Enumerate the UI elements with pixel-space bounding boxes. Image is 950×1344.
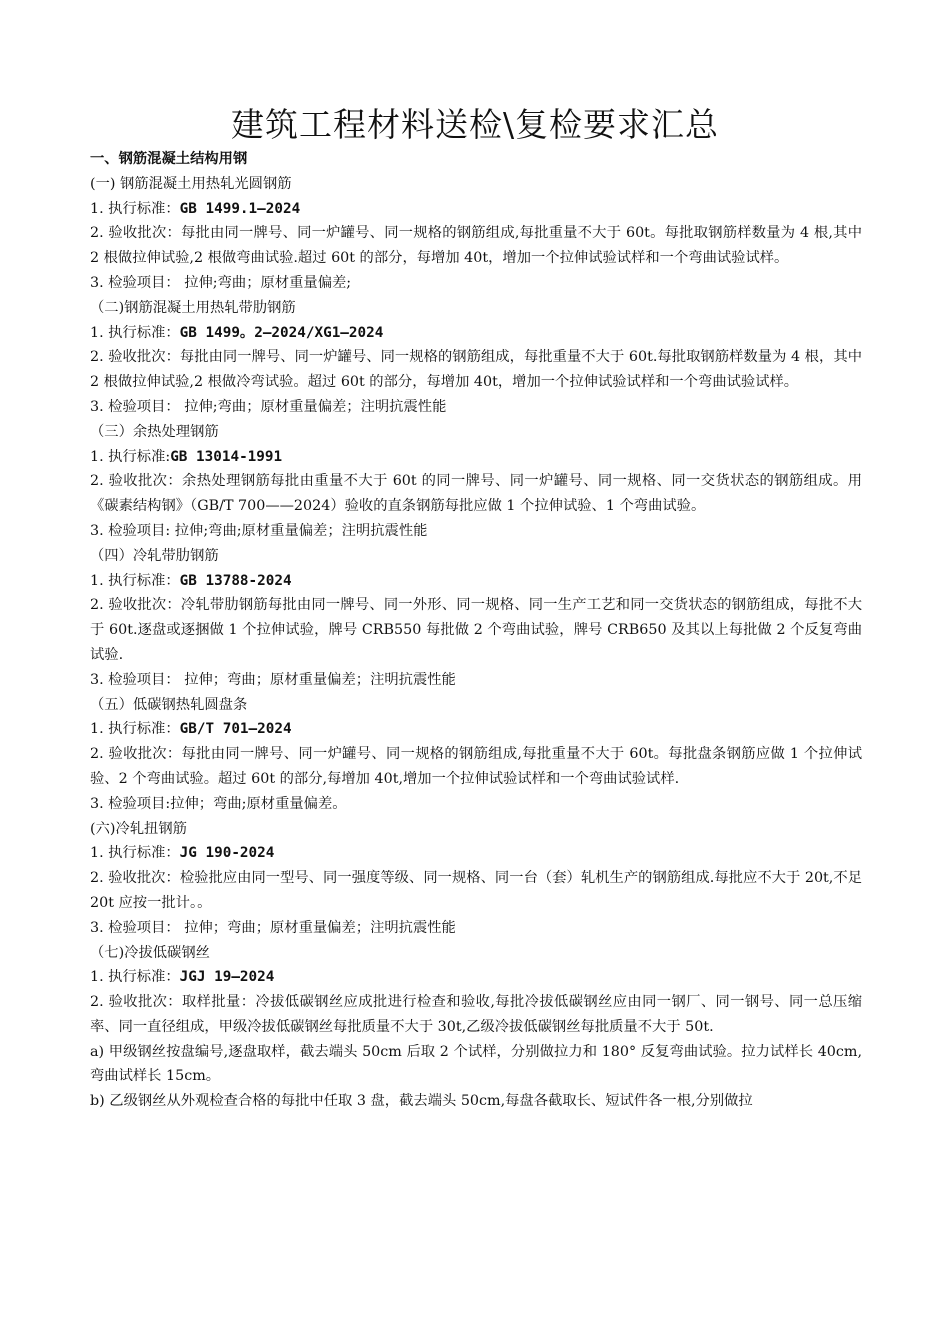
item-heading: （二)钢筋混凝土用热轧带肋钢筋 (90, 299, 296, 316)
item-heading: (一) 钢筋混凝土用热轧光圆钢筋 (90, 175, 292, 192)
standard-label: 1. 执行标准： (90, 324, 180, 341)
document-title: 建筑工程材料送检\复检要求汇总 (230, 105, 720, 144)
standard-label: 1. 执行标准: (90, 448, 171, 465)
standard-line (90, 841, 862, 866)
batch-paragraph: 2. 验收批次：检验批应由同一型号、同一强度等级、同一规格、同一台（套）轧机生产的钢筋组成.每批应不大于 20t,不足 20t 应按一批计。。 (90, 870, 862, 911)
standard-code: GB 13014-1991 (170, 448, 283, 465)
item-heading: （五）低碳钢热轧圆盘条 (90, 696, 248, 713)
standard-label: 1. 执行标准： (90, 969, 180, 986)
batch-paragraph: 2. 验收批次：每批由同一牌号、同一炉罐号、同一规格的钢筋组成,每批重量不大于 60t。每批盘条钢筋应做 1 个拉伸试验、2 个弯曲试验。超过 60t 的部分,每增加 40t,增加一个拉伸试验试样和一个弯曲试验试样. (90, 746, 862, 787)
item-heading: （三）余热处理钢筋 (90, 423, 219, 440)
test-items: 3. 检验项目:拉伸；弯曲;原材重量偏差。 (90, 795, 347, 812)
batch-paragraph: 2. 验收批次：取样批量：冷拔低碳钢丝应成批进行检查和验收,每批冷拔低碳钢丝应由同一钢厂、同一钢号、同一总压缩率、同一直径组成，甲级冷拔低碳钢丝每批质量不大于 30t,乙级冷拔低碳钢丝每批质量不大于 50t. (90, 994, 862, 1035)
standard-line (90, 569, 862, 594)
standard-label: 1. 执行标准： (90, 721, 180, 738)
test-items: 3. 检验项目： 拉伸;弯曲；原材重量偏差; (90, 274, 352, 291)
batch-paragraph: 2. 验收批次：冷轧带肋钢筋每批由同一牌号、同一外形、同一规格、同一生产工艺和同一交货状态的钢筋组成，每批不大于 60t.逐盘或逐捆做 1 个拉伸试验，牌号 CRB550 每批做 2 个弯曲试验，牌号 CRB650 及其以上每批做 2 个反复弯曲试验. (90, 597, 862, 663)
batch-paragraph: 2. 验收批次：每批由同一牌号、同一炉罐号、同一规格的钢筋组成，每批重量不大于 60t.每批取钢筋样数量为 4 根，其中 2 根做拉伸试验,2 根做冷弯试验。超过 60t 的部分，每增加 40t，增加一个拉伸试验试样和一个弯曲试验试样。 (90, 349, 862, 391)
item-heading: （七)冷拔低碳钢丝 (90, 944, 210, 961)
item-heading: (六)冷轧扭钢筋 (90, 820, 187, 837)
standard-line (90, 965, 862, 990)
standard-line (90, 445, 862, 470)
note-paragraph: a) 甲级钢丝按盘编号,逐盘取样，截去端头 50cm 后取 2 个试样，分别做拉力和 180° 反复弯曲试验。拉力试样长 40cm,弯曲试样长 15cm。 (90, 1043, 862, 1085)
test-items: 3. 检验项目： 拉伸；弯曲；原材重量偏差；注明抗震性能 (90, 919, 456, 936)
standard-line (90, 197, 862, 222)
standard-code: GB 1499。2—2024/XG1—2024 (179, 324, 384, 341)
standard-label: 1. 执行标准： (90, 200, 180, 217)
test-items: 3. 检验项目: 拉伸;弯曲;原材重量偏差；注明抗震性能 (90, 522, 428, 539)
section-heading: 一、钢筋混凝土结构用钢 (90, 151, 248, 167)
batch-paragraph: 2. 验收批次：每批由同一牌号、同一炉罐号、同一规格的钢筋组成,每批重量不大于 60t。每批取钢筋样数量为 4 根,其中 2 根做拉伸试验,2 根做弯曲试验.超过 60t 的部分，每增加 40t，增加一个拉伸试验试样和一个弯曲试验试样。 (90, 225, 862, 267)
document-body (90, 147, 862, 1114)
test-items: 3. 检验项目： 拉伸;弯曲；原材重量偏差；注明抗震性能 (90, 398, 447, 415)
test-items: 3. 检验项目： 拉伸；弯曲；原材重量偏差；注明抗震性能 (90, 671, 456, 688)
standard-line (90, 321, 862, 346)
batch-paragraph: 2. 验收批次：余热处理钢筋每批由重量不大于 60t 的同一牌号、同一炉罐号、同一规格、同一交货状态的钢筋组成。用《碳素结构钢》（GB/T 700——2024）验收的直条钢筋每批应做 1 个拉伸试验、1 个弯曲试验。 (90, 473, 862, 515)
standard-code: JG 190-2024 (179, 845, 275, 862)
item-heading: （四）冷轧带肋钢筋 (90, 547, 219, 564)
standard-code: GB/T 701—2024 (179, 721, 292, 738)
standard-line (90, 717, 862, 742)
note-paragraph: b) 乙级钢丝从外观检查合格的每批中任取 3 盘，截去端头 50cm,每盘各截取长、短试件各一根,分别做拉 (90, 1093, 753, 1110)
standard-code: JGJ 19—2024 (179, 969, 275, 986)
standard-label: 1. 执行标准： (90, 572, 180, 589)
standard-label: 1. 执行标准： (90, 845, 180, 862)
standard-code: GB 1499.1—2024 (179, 200, 301, 217)
standard-code: GB 13788-2024 (179, 572, 292, 589)
